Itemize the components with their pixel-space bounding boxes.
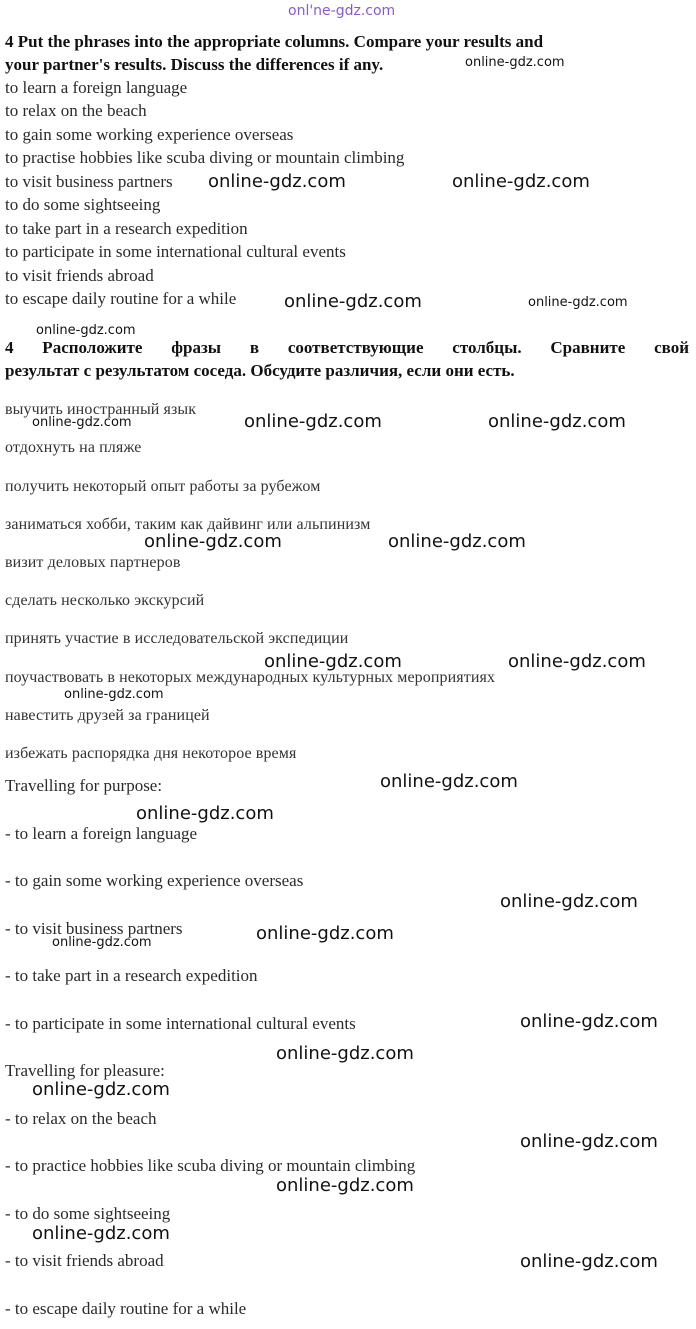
russian-heading-line2: результат с результатом соседа. Обсудите различия, если они есть. <box>5 361 515 380</box>
watermark[interactable]: online-gdz.com <box>500 891 638 912</box>
english-phrase: to gain some working experience overseas <box>5 125 294 144</box>
purpose-item: - to learn a foreign language <box>5 824 198 843</box>
pleasure-item: - to relax on the beach <box>5 1109 157 1128</box>
english-heading-line2: your partner's results. Discuss the differences if any. <box>5 55 384 74</box>
purpose-title: Travelling for purpose: <box>5 776 163 795</box>
russian-phrase: сделать несколько экскурсий <box>5 592 205 609</box>
purpose-item: - to take part in a research expedition <box>5 966 258 985</box>
watermark[interactable]: online-gdz.com <box>528 295 628 310</box>
english-heading-line1: 4 Put the phrases into the appropriate columns. Compare your results and <box>5 32 544 51</box>
watermark[interactable]: online-gdz.com <box>520 1011 658 1032</box>
purpose-item: - to visit business partners <box>5 919 183 938</box>
english-phrase: to learn a foreign language <box>5 78 188 97</box>
english-phrase: to do some sightseeing <box>5 195 161 214</box>
watermark[interactable]: online-gdz.com <box>520 1251 658 1272</box>
watermark[interactable]: online-gdz.com <box>488 411 626 432</box>
russian-phrase: навестить друзей за границей <box>5 707 210 724</box>
watermark[interactable]: online-gdz.com <box>465 55 565 70</box>
watermark[interactable]: online-gdz.com <box>380 771 518 792</box>
pleasure-item: - to do some sightseeing <box>5 1204 171 1223</box>
watermark[interactable]: online-gdz.com <box>32 415 132 430</box>
pleasure-item: - to practice hobbies like scuba diving or mountain climbing <box>5 1156 416 1175</box>
pleasure-title: Travelling for pleasure: <box>5 1061 165 1080</box>
watermark[interactable]: online-gdz.com <box>36 323 136 338</box>
russian-phrase: получить некоторый опыт работы за рубежом <box>5 478 321 495</box>
watermark[interactable]: online-gdz.com <box>520 1131 658 1152</box>
watermark[interactable]: online-gdz.com <box>64 687 164 702</box>
russian-phrase: заниматься хобби, таким как дайвинг или альпинизм <box>5 516 371 533</box>
watermark[interactable]: online-gdz.com <box>452 171 590 192</box>
russian-phrase: избежать распорядка дня некоторое время <box>5 745 297 762</box>
watermark[interactable]: online-gdz.com <box>144 531 282 552</box>
watermark[interactable]: online-gdz.com <box>32 1079 170 1100</box>
english-phrase: to practise hobbies like scuba diving or mountain climbing <box>5 148 405 167</box>
watermark[interactable]: online-gdz.com <box>508 651 646 672</box>
russian-phrase: выучить иностранный язык <box>5 401 197 418</box>
watermark[interactable]: online-gdz.com <box>264 651 402 672</box>
watermark[interactable]: online-gdz.com <box>284 291 422 312</box>
pleasure-item: - to escape daily routine for a while <box>5 1299 247 1318</box>
watermark[interactable]: online-gdz.com <box>244 411 382 432</box>
english-phrase: to visit friends abroad <box>5 266 154 285</box>
english-phrase: to visit business partners <box>5 172 173 191</box>
purpose-item: - to gain some working experience overseas <box>5 871 304 890</box>
russian-phrase: принять участие в исследовательской экспедиции <box>5 630 349 647</box>
watermark[interactable]: online-gdz.com <box>52 935 152 950</box>
watermark[interactable]: online-gdz.com <box>276 1175 414 1196</box>
english-phrase: to take part in a research expedition <box>5 219 248 238</box>
watermark[interactable]: online-gdz.com <box>388 531 526 552</box>
russian-phrase: визит деловых партнеров <box>5 554 181 571</box>
english-phrase: to escape daily routine for a while <box>5 289 237 308</box>
watermark-top[interactable]: onl'ne-gdz.com <box>288 3 396 19</box>
english-phrase: to relax on the beach <box>5 101 147 120</box>
english-phrase: to participate in some international cultural events <box>5 242 346 261</box>
watermark[interactable]: online-gdz.com <box>256 923 394 944</box>
pleasure-item: - to visit friends abroad <box>5 1251 164 1270</box>
watermark[interactable]: online-gdz.com <box>136 803 274 824</box>
purpose-item: - to participate in some international cultural events <box>5 1014 356 1033</box>
watermark[interactable]: online-gdz.com <box>276 1043 414 1064</box>
watermark[interactable]: online-gdz.com <box>32 1223 170 1244</box>
russian-heading-line1: 4 Расположите фразы в соответствующие столбцы. Сравните свой <box>5 338 689 357</box>
russian-phrase: отдохнуть на пляже <box>5 439 142 456</box>
watermark[interactable]: online-gdz.com <box>208 171 346 192</box>
russian-phrase: поучаствовать в некоторых международных культурных мероприятиях <box>5 669 496 686</box>
